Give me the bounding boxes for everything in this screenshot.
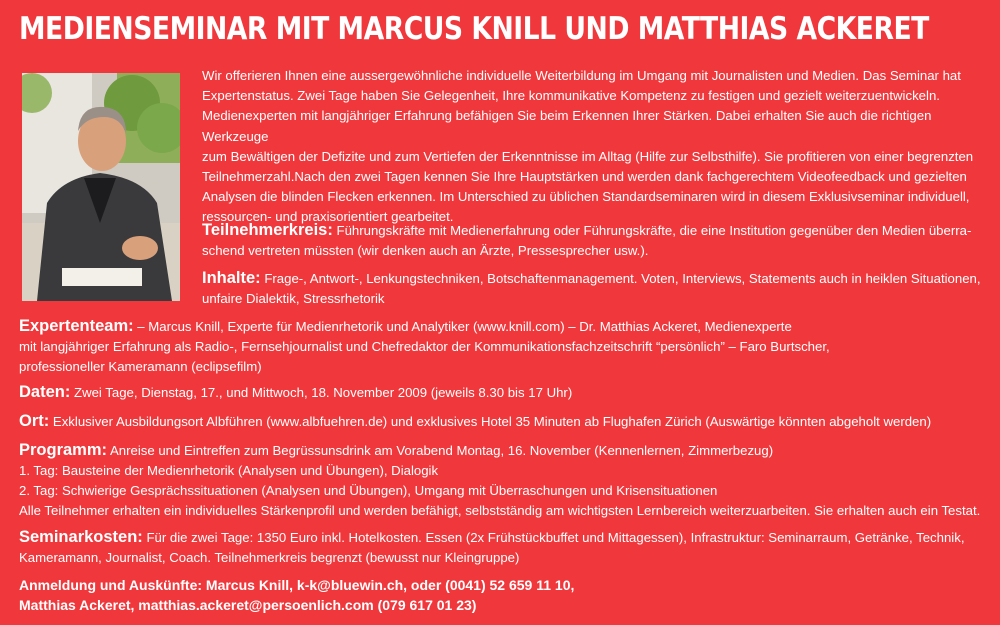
- section-heading: Teilnehmerkreis:: [202, 221, 333, 239]
- intro-text: [202, 66, 992, 228]
- intro-line: ressourcen- und praxisorientiert gearbeitet.: [202, 209, 454, 225]
- section-daten: [19, 382, 572, 403]
- section-expertenteam: [19, 316, 830, 377]
- section-text: Alle Teilnehmer erhalten ein individuelles Stärkenprofil und werden befähigt, selbstständig am wichtigsten Lernbereich weiterzuarbeiten. Sie erhalten auch ein Testat.: [19, 503, 981, 518]
- section-teilnehmerkreis: [202, 220, 971, 261]
- section-heading: Seminarkosten:: [19, 528, 143, 546]
- section-text: Anreise und Eintreffen zum Begrüssunsdrink am Vorabend Montag, 16. November (Kennenlernen, Zimmerbezug): [109, 443, 774, 458]
- section-programm: [19, 440, 980, 521]
- contact-info: [19, 575, 574, 615]
- section-text: professioneller Kameramann (eclipsefilm): [19, 359, 262, 374]
- section-heading: Programm:: [19, 441, 108, 459]
- intro-line: Analysen die blinden Flecken erkennen. Im Unterschied zu üblichen Standardseminaren wird in diesem Exklusivseminar individuell,: [202, 189, 970, 205]
- section-text: 1. Tag: Bausteine der Medienrhetorik (Analysen und Übungen), Dialogik: [19, 463, 439, 478]
- section-text: Führungskräfte mit Medienerfahrung oder Führungskräfte, die eine Institution gegenüber den Medien überra-: [336, 223, 972, 238]
- section-text: unfaire Dialektik, Stressrhetorik: [202, 291, 385, 306]
- contact-line: Matthias Ackeret, matthias.ackeret@persoenlich.com (079 617 01 23): [19, 597, 477, 613]
- section-heading: Ort:: [19, 412, 50, 430]
- section-heading: Daten:: [19, 383, 71, 401]
- page-title: MEDIENSEMINAR MIT MARCUS KNILL UND MATTHIAS ACKERET: [19, 11, 929, 47]
- section-text: schend vertreten müssten (wir denken auch an Ärzte, Pressesprecher usw.).: [202, 243, 649, 258]
- contact-line: Anmeldung und Auskünfte: Marcus Knill, k-k@bluewin.ch, oder (0041) 52 659 11 10,: [19, 577, 575, 593]
- section-heading: Inhalte:: [202, 269, 261, 287]
- section-ort: [19, 411, 931, 432]
- section-text: 2. Tag: Schwierige Gesprächssituationen (Analysen und Übungen), Umgang mit Überraschungen und Krisensituationen: [19, 483, 718, 498]
- section-text: Kameramann, Journalist, Coach. Teilnehmerkreis begrenzt (bewusst nur Kleingruppe): [19, 550, 520, 565]
- intro-line: Medienexperten mit langjähriger Erfahrung befähigen Sie beim Erkennen Ihrer Stärken. Dabei erhalten Sie auch die richtigen Werkzeuge: [202, 108, 932, 144]
- intro-line: Teilnehmerzahl.Nach den zwei Tagen kennen Sie Ihre Hauptstärken und werden dank fachgerechtem Videofeedback und gezielten: [202, 169, 967, 185]
- section-text: Für die zwei Tage: 1350 Euro inkl. Hotelkosten. Essen (2x Frühstückbuffet und Mittagessen), Infrastruktur: Seminarraum, Getränke, Technik,: [146, 530, 965, 545]
- section-seminarkosten: [19, 527, 964, 568]
- section-text: Exklusiver Ausbildungsort Albführen (www.albfuehren.de) und exklusives Hotel 35 Minuten ab Flughafen Zürich (Auswärtige könnten abgeholt werden): [52, 414, 932, 429]
- intro-line: Expertenstatus. Zwei Tage haben Sie Gelegenheit, Ihre kommunikative Kompetenz zu festigen und gezielt weiterzuentwickeln.: [202, 88, 940, 104]
- intro-line: Wir offerieren Ihnen eine aussergewöhnliche individuelle Weiterbildung im Umgang mit Journalisten und Medien. Das Seminar hat: [202, 68, 961, 83]
- intro-line: zum Bewältigen der Defizite und zum Vertiefen der Erkenntnisse im Alltag (Hilfe zur Selbsthilfe). Sie profitieren von einer begrenzten: [202, 148, 974, 164]
- section-text: Zwei Tage, Dienstag, 17., und Mittwoch, 18. November 2009 (jeweils 8.30 bis 17 Uhr): [74, 385, 573, 400]
- section-text: – Marcus Knill, Experte für Medienrhetorik und Analytiker (www.knill.com) – Dr. Matthias Ackeret, Medienexperte: [137, 319, 792, 334]
- section-text: mit langjähriger Erfahrung als Radio-, Fernsehjournalist und Chefredaktor der Kommunikationsfachzeitschrift “persönlich” – Faro Burtscher,: [19, 339, 830, 354]
- section-heading: Expertenteam:: [19, 317, 134, 335]
- portrait-photo: [22, 73, 180, 301]
- section-inhalte: [202, 268, 981, 309]
- section-text: Frage-, Antwort-, Lenkungstechniken, Botschaftenmanagement. Voten, Interviews, Statements auch in heiklen Situationen,: [264, 271, 981, 286]
